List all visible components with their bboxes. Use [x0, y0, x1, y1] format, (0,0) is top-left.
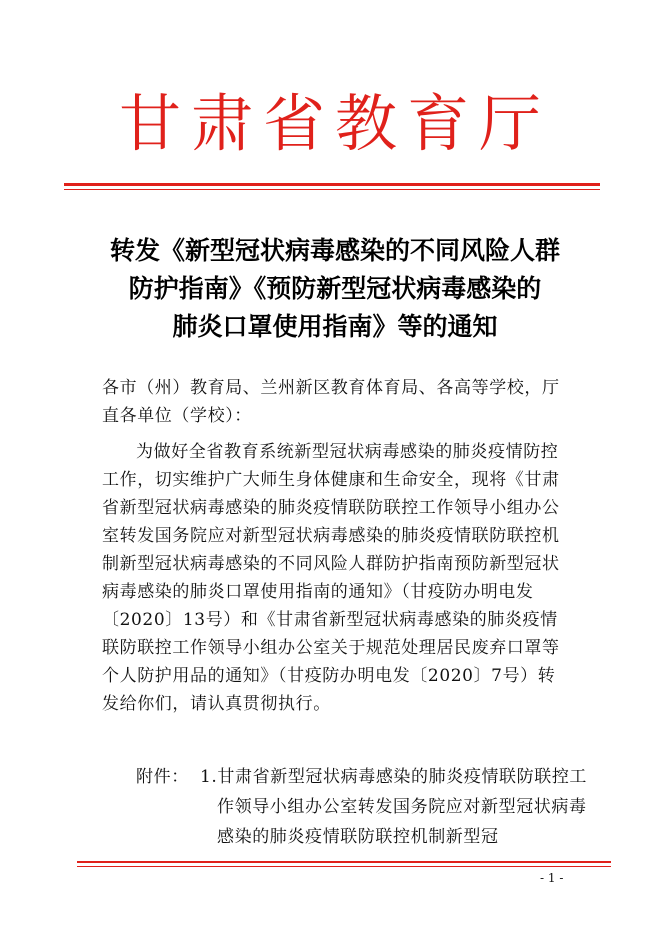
agency-header: 甘肃省教育厅 [118, 87, 551, 160]
attachment-item: 1.甘肃省新型冠状病毒感染的肺炎疫情联防联控工作领导小组办公室转发国务院应对新型冠状病毒感染的肺炎疫情联防联控机制新型冠 [200, 767, 588, 847]
salutation: 各市（州）教育局、兰州新区教育体育局、各高等学校，厅直各单位（学校）： [102, 378, 560, 426]
header-rule-thin [64, 189, 600, 190]
attachment-label: 附件： [136, 767, 189, 787]
footer-rule-thin [77, 866, 611, 867]
document-title [70, 232, 600, 346]
document-title-line: 转发《新型冠状病毒感染的不同风险人群 [109, 236, 560, 265]
footer-rule-thick [77, 861, 611, 863]
document-title-line: 防护指南》《预防新型冠状病毒感染的 [128, 274, 542, 303]
body-paragraph: 为做好全省教育系统新型冠状病毒感染的肺炎疫情防控工作，切实维护广大师生身体健康和生命安全，现将《甘肃省新型冠状病毒感染的肺炎疫情联防联控工作领导小组办公室转发国务院应对新型冠状病毒感染的肺炎疫情联防联控机制新型冠状病毒感染的不同风险人群防护指南预防新型冠状病毒感染的肺炎口罩使用指南的通知》（甘疫防办明电发〔2020〕13号）和《甘肃省新型冠状病毒感染的肺炎疫情联防联控工作领导小组办公室关于规范处理居民废弃口罩等个人防护用品的通知》（甘疫防办明电发〔2020〕7号）转发给你们，请认真贯彻执行。 [102, 442, 560, 714]
document-title-line: 肺炎口罩使用指南》等的通知 [172, 312, 498, 341]
header-rule-thick [64, 183, 600, 186]
page-number: - 1 - [540, 871, 564, 885]
